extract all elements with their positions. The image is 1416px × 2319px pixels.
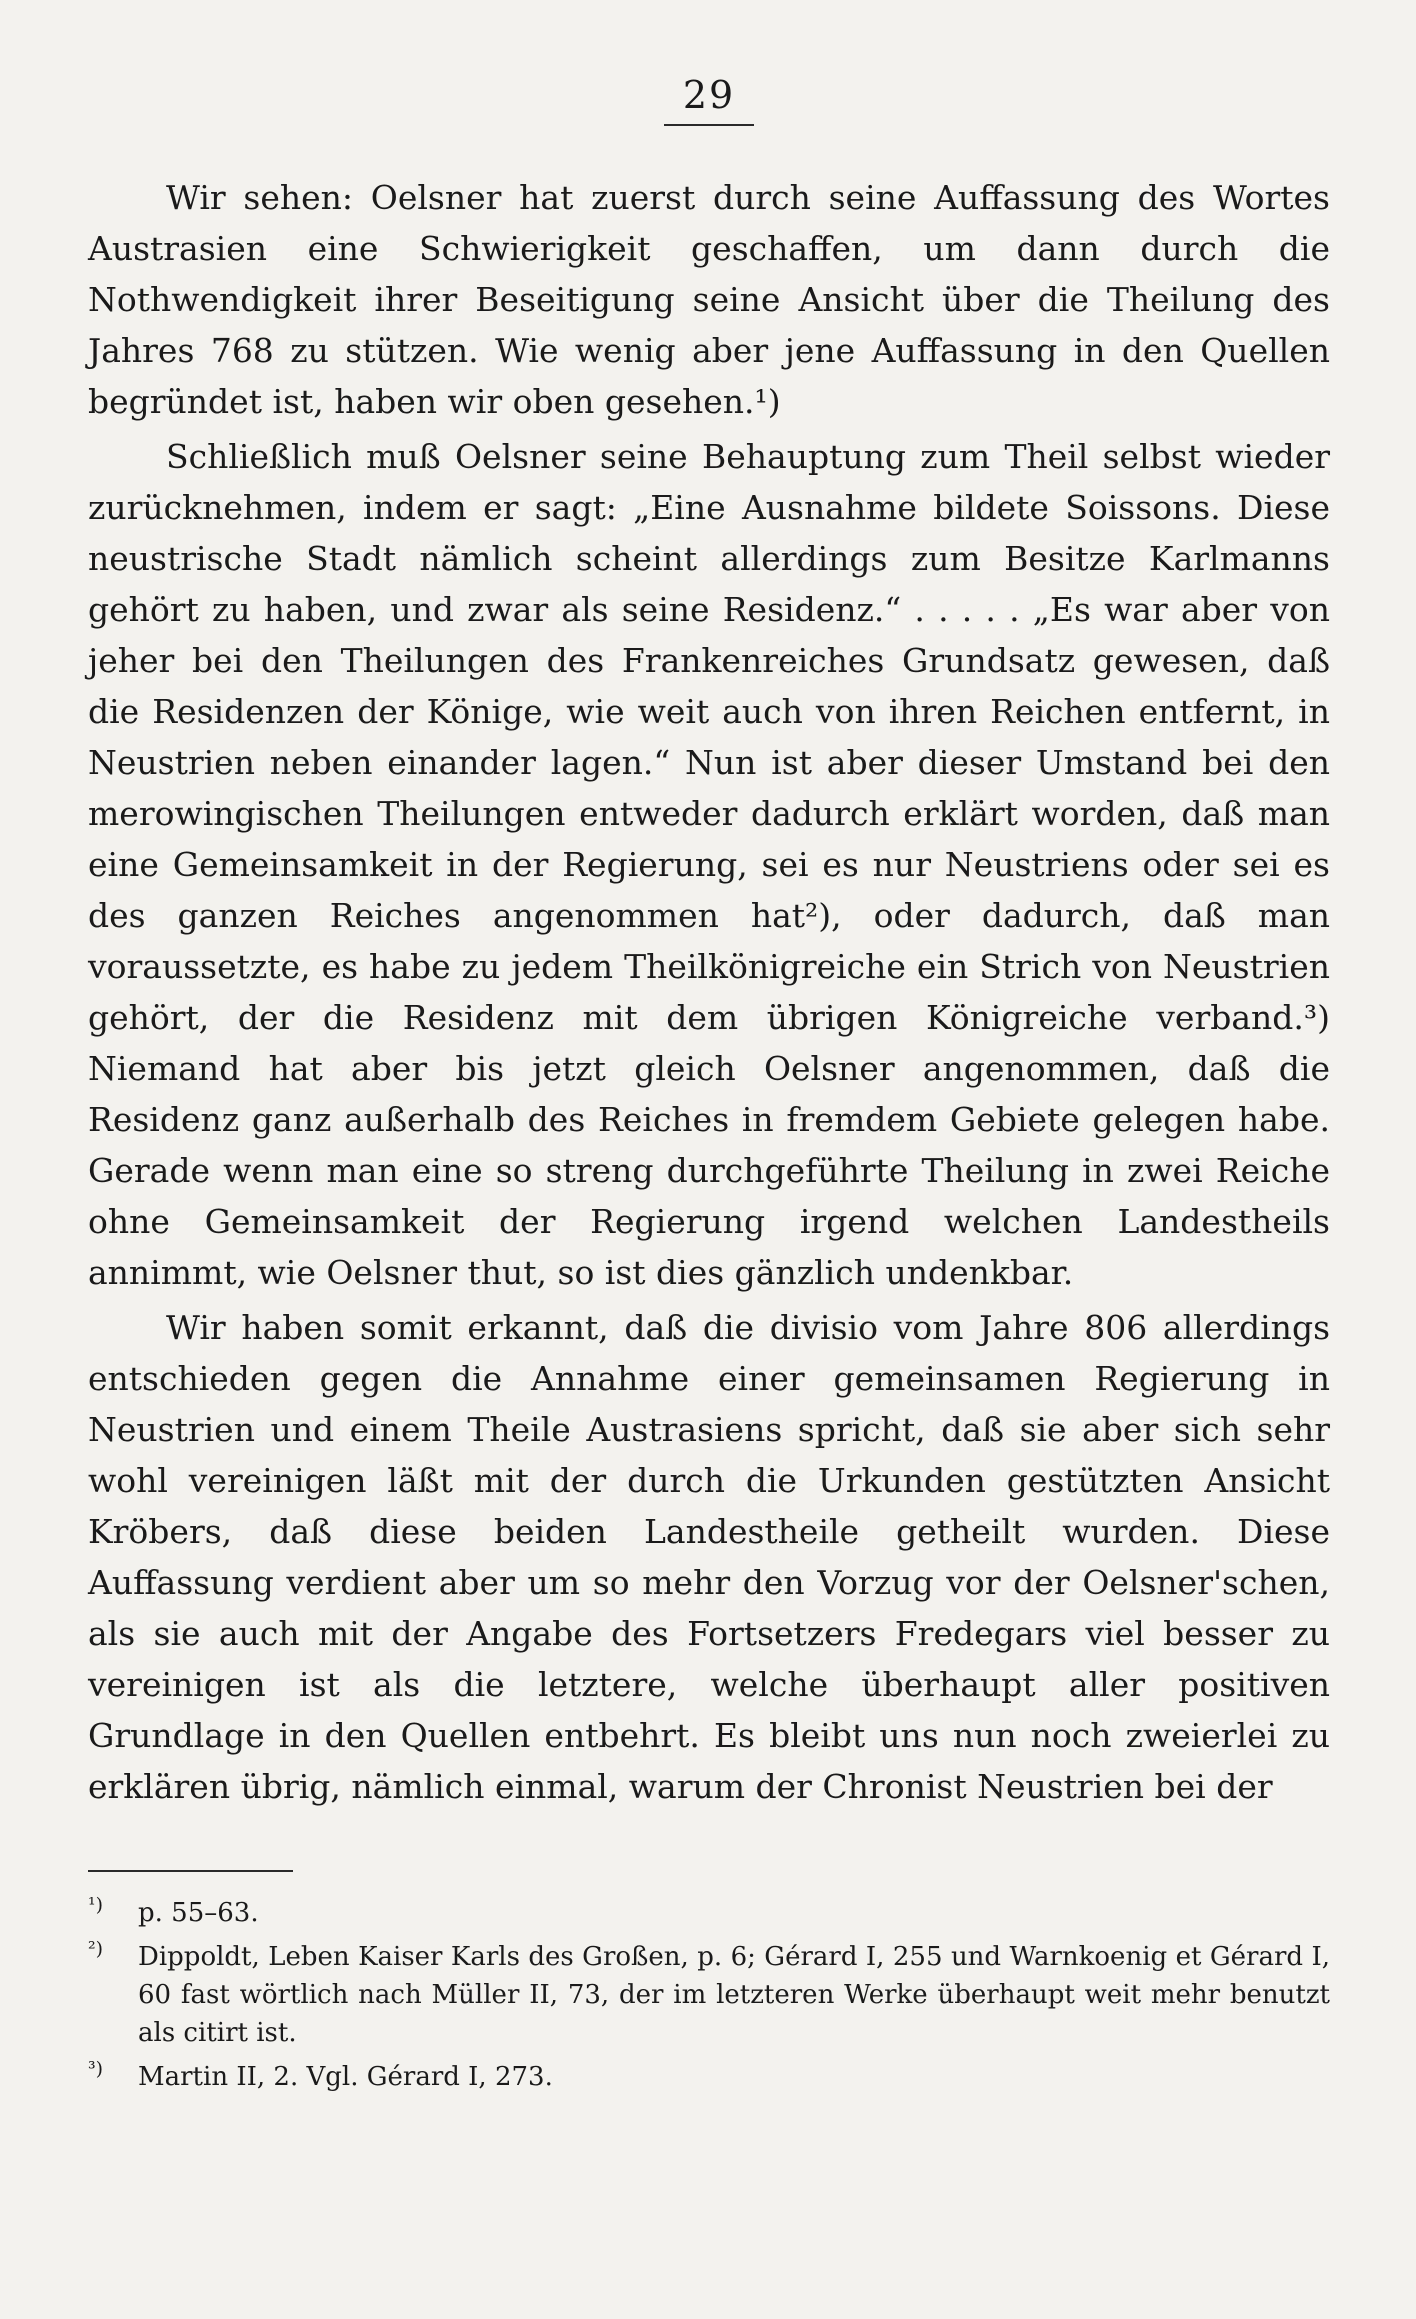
- footnote-text: Dippoldt, Leben Kaiser Karls des Großen, p. 6; Gérard I, 255 und Warnkoenig et Gérard I, 60 fast wörtlich nach Müller II, 73, der im letzteren Werke überhaupt weit mehr benutzt als citirt ist.: [138, 1942, 1330, 2048]
- footnote-2: ²) Dippoldt, Leben Kaiser Karls des Großen, p. 6; Gérard I, 255 und Warnkoenig et Gérard I, 60 fast wörtlich nach Müller II, 73, der im letzteren Werke überhaupt weit mehr benutzt als citirt ist.: [88, 1938, 1330, 2048]
- footnote-text: Martin II, 2. Vgl. Gérard I, 273.: [138, 2062, 553, 2092]
- paragraph-3: Wir haben somit erkannt, daß die divisio vom Jahre 806 allerdings entschieden gegen die Annahme einer gemeinsamen Regierung in Neustrien und einem Theile Austrasiens spricht, daß sie aber sich sehr wohl vereinigen läßt mit der durch die Urkunden gestützten Ansicht Kröbers, daß diese beiden Landestheile getheilt wurden. Diese Auffassung verdient aber um so mehr den Vorzug vor der Oelsner'schen, als sie auch mit der Angabe des Fortsetzers Fredegars viel besser zu vereinigen ist als die letztere, welche überhaupt aller positiven Grundlage in den Quellen entbehrt. Es bleibt uns nun noch zweierlei zu erklären übrig, nämlich einmal, warum der Chronist Neustrien bei der: [88, 1308, 1330, 1806]
- footnote-3: ³) Martin II, 2. Vgl. Gérard I, 273.: [88, 2058, 553, 2092]
- paragraph-1: Wir sehen: Oelsner hat zuerst durch seine Auffassung des Wortes Austrasien eine Schwierigkeit geschaffen, um dann durch die Nothwendigkeit ihrer Beseitigung seine Ansicht über die Theilung des Jahres 768 zu stützen. Wie wenig aber jene Auffassung in den Quellen begründet ist, haben wir oben gesehen.¹): [88, 178, 1330, 421]
- header-rule: [664, 124, 754, 126]
- footnote-1: ¹) p. 55–63.: [88, 1894, 259, 1928]
- page-number: 29: [682, 73, 736, 117]
- footnote-divider: [88, 1870, 293, 1872]
- paragraph-2: Schließlich muß Oelsner seine Behauptung zum Theil selbst wieder zurücknehmen, indem er sagt: „Eine Ausnahme bildete Soissons. Diese neustrische Stadt nämlich scheint allerdings zum Besitze Karlmanns gehört zu haben, und zwar als seine Residenz.“ . . . . . „Es war aber von jeher bei den Theilungen des Frankenreiches Grundsatz gewesen, daß die Residenzen der Könige, wie weit auch von ihren Reichen entfernt, in Neustrien neben einander lagen.“ Nun ist aber dieser Umstand bei den merowingischen Theilungen entweder dadurch erklärt worden, daß man eine Gemeinsamkeit in der Regierung, sei es nur Neustriens oder sei es des ganzen Reiches angenommen hat²), oder dadurch, daß man voraussetzte, es habe zu jedem Theilkönigreiche ein Strich von Neustrien gehört, der die Residenz mit dem übrigen Königreiche verband.³) Niemand hat aber bis jetzt gleich Oelsner angenommen, daß die Residenz ganz außerhalb des Reiches in fremdem Gebiete gelegen habe. Gerade wenn man eine so streng durchgeführte Theilung in zwei Reiche ohne Gemeinsamkeit der Regierung irgend welchen Landestheils annimmt, wie Oelsner thut, so ist dies gänzlich undenkbar.: [88, 437, 1330, 1292]
- footnote-text: p. 55–63.: [138, 1898, 259, 1928]
